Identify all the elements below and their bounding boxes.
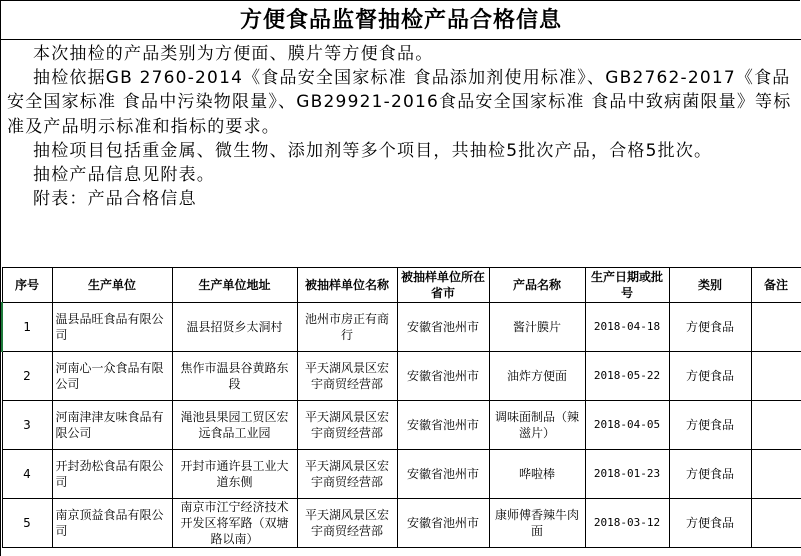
- cell-category[interactable]: 方便食品: [669, 499, 751, 548]
- header-product-name[interactable]: 产品名称: [489, 268, 585, 303]
- cell-index[interactable]: 2: [2, 352, 52, 401]
- cell-producer[interactable]: 河南心一众食品有限公司: [52, 352, 172, 401]
- cell-sampled-unit[interactable]: 平天湖风景区宏宇商贸经营部: [297, 450, 397, 499]
- cell-sampled-location[interactable]: 安徽省池州市: [397, 450, 489, 499]
- intro-paragraph-basis: 抽检依据GB 2760-2014《食品安全国家标准 食品添加剂使用标准》、GB2762-2017《食品安全国家标准 食品中污染物限量》、GB29921-2016食品安全国家标准 食品中致病菌限量》等标准及产品明示标准和指标的要求。: [7, 68, 792, 137]
- intro-paragraph-see-appendix: 抽检产品信息见附表。: [33, 165, 215, 186]
- cell-category[interactable]: 方便食品: [669, 401, 751, 450]
- cell-remarks[interactable]: [751, 401, 801, 450]
- cell-producer[interactable]: 温县品旺食品有限公司: [52, 303, 172, 352]
- cell-date-batch[interactable]: 2018-03-12: [585, 499, 669, 548]
- header-index[interactable]: 序号: [2, 268, 52, 303]
- cell-sampled-unit[interactable]: 池州市房正有商行: [297, 303, 397, 352]
- table-header-row: [2, 268, 801, 303]
- cell-producer[interactable]: 开封劲松食品有限公司: [52, 450, 172, 499]
- cell-sampled-unit[interactable]: 平天湖风景区宏宇商贸经营部: [297, 401, 397, 450]
- header-sampled-location[interactable]: 被抽样单位所在省市: [397, 268, 489, 303]
- cell-category[interactable]: 方便食品: [669, 352, 751, 401]
- table-row: [2, 450, 801, 499]
- cell-product-name[interactable]: 康师傅香辣牛肉面: [489, 499, 585, 548]
- table-row: [2, 352, 801, 401]
- cell-producer-address[interactable]: 渑池县果园工贸区宏远食品工业园: [172, 401, 297, 450]
- cell-producer-address[interactable]: 南京市江宁经济技术开发区将军路（双塘路以南）: [172, 499, 297, 548]
- cell-sampled-location[interactable]: 安徽省池州市: [397, 401, 489, 450]
- cell-product-name[interactable]: 油炸方便面: [489, 352, 585, 401]
- cell-index[interactable]: 3: [2, 401, 52, 450]
- cell-producer[interactable]: 河南津津友味食品有限公司: [52, 401, 172, 450]
- cell-index[interactable]: 4: [2, 450, 52, 499]
- cell-sampled-unit[interactable]: 平天湖风景区宏宇商贸经营部: [297, 499, 397, 548]
- cell-product-name[interactable]: 哗啦棒: [489, 450, 585, 499]
- cell-date-batch[interactable]: 2018-04-18: [585, 303, 669, 352]
- table-row: [2, 303, 801, 352]
- header-date-batch[interactable]: 生产日期或批号: [585, 268, 669, 303]
- cell-index[interactable]: 5: [2, 499, 52, 548]
- cell-remarks[interactable]: [751, 352, 801, 401]
- cell-remarks[interactable]: [751, 303, 801, 352]
- table-row: [2, 499, 801, 548]
- cell-category[interactable]: 方便食品: [669, 303, 751, 352]
- header-sampled-unit[interactable]: 被抽样单位名称: [297, 268, 397, 303]
- cell-sampled-location[interactable]: 安徽省池州市: [397, 499, 489, 548]
- table-row: [2, 401, 801, 450]
- cell-producer-address[interactable]: 开封市通许县工业大道东侧: [172, 450, 297, 499]
- cell-sampled-location[interactable]: 安徽省池州市: [397, 352, 489, 401]
- intro-paragraph-items: 抽检项目包括重金属、微生物、添加剂等多个项目，共抽检5批次产品，合格5批次。: [33, 140, 713, 161]
- header-producer[interactable]: 生产单位: [52, 268, 172, 303]
- cell-producer-address[interactable]: 焦作市温县谷黄路东段: [172, 352, 297, 401]
- appendix-caption: 附表：产品合格信息: [33, 189, 197, 210]
- cell-category[interactable]: 方便食品: [669, 450, 751, 499]
- product-table: [1, 267, 801, 548]
- header-producer-address[interactable]: 生产单位地址: [172, 268, 297, 303]
- cell-producer[interactable]: 南京顶益食品有限公司: [52, 499, 172, 548]
- header-remarks[interactable]: 备注: [751, 268, 801, 303]
- cell-date-batch[interactable]: 2018-05-22: [585, 352, 669, 401]
- cell-remarks[interactable]: [751, 450, 801, 499]
- cell-date-batch[interactable]: 2018-01-23: [585, 450, 669, 499]
- cell-product-name[interactable]: 调味面制品（辣滋片）: [489, 401, 585, 450]
- intro-text: [7, 42, 799, 211]
- cell-index[interactable]: 1: [2, 303, 52, 352]
- cell-sampled-unit[interactable]: 平天湖风景区宏宇商贸经营部: [297, 352, 397, 401]
- cell-sampled-location[interactable]: 安徽省池州市: [397, 303, 489, 352]
- intro-paragraph-scope: 本次抽检的产品类别为方便面、膜片等方便食品。: [33, 44, 434, 64]
- cell-product-name[interactable]: 酱汁膜片: [489, 303, 585, 352]
- header-category[interactable]: 类别: [669, 268, 751, 303]
- page-title: 方便食品监督抽检产品合格信息: [1, 3, 801, 40]
- cell-remarks[interactable]: [751, 499, 801, 548]
- cell-producer-address[interactable]: 温县招贤乡太洞村: [172, 303, 297, 352]
- cell-date-batch[interactable]: 2018-04-05: [585, 401, 669, 450]
